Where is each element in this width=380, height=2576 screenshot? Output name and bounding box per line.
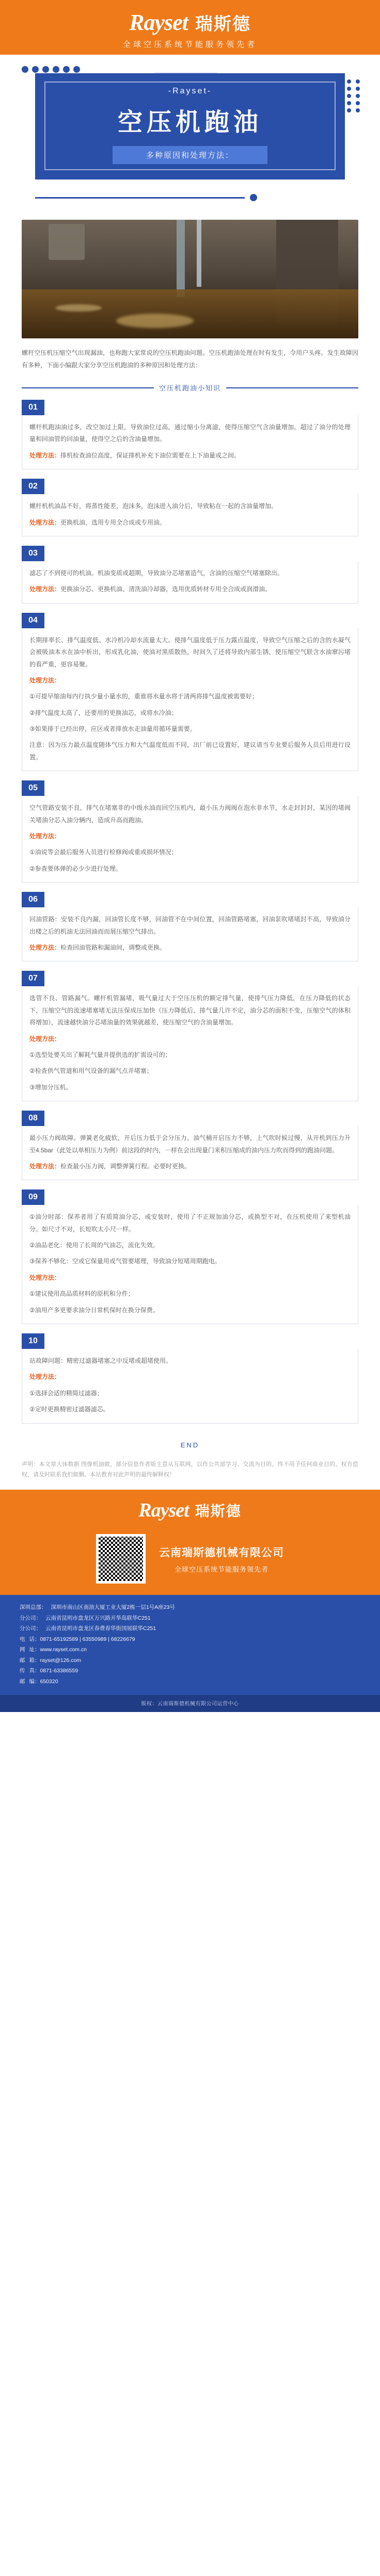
solution-item: ①建议使用高品质材料的原机和分件； [29,1290,134,1298]
block-number: 03 [22,546,44,561]
contact-value: 云南省昆明市盘龙区春费春华街国展联华C251 [45,1625,156,1632]
footer-qr-row [0,1529,380,1595]
solution-label: 处理方法： [29,451,61,459]
solution-item: ③增加分压机。 [29,1083,72,1091]
block-10 [22,1333,358,1424]
block-solution [29,1272,351,1284]
solution-item: ②参查要体弹的必少少进行处理。 [29,865,122,872]
footer-copyright: 版权：云南瑞斯德机械有限公司运营中心 [0,1695,380,1712]
block-card [22,907,358,961]
block-note: 注意：因为压力最点温度随体气压力和大气温度低而不同，出厂前已设置好，建议请当专业要后服务人员后用进行设置。 [29,741,351,761]
block-card [22,628,358,772]
section-title [22,383,358,393]
block-paragraph: 滤芯了不到使可的机油。机油变质或超期，导致油分芯堵塞造气，含油的压缩空气堵塞除出。 [29,569,284,577]
block-solution [29,1161,351,1172]
brand-latin-logo: Rayset [129,10,188,35]
site-header [0,0,380,55]
footer-logo [0,1499,380,1522]
numbered-blocks [0,395,380,1424]
block-number: 04 [22,613,44,628]
contact-value: 真：0871-63386559 [29,1668,78,1674]
contact-value: 编：650320 [29,1678,58,1685]
contact-key: 邮 [20,1657,25,1664]
end-mark: END [180,1441,200,1449]
block-number: 07 [22,971,44,986]
contact-key: 分公司： [20,1615,41,1621]
block-paragraph: 长期排率长、排气温度低、水冷机冷却水流量太大。使排气温度低于压力露点温度，导致空气压缩之后的含的水凝气会被吸油本水在油中析出，形成乳化油，使油对黑质散热，时间久了还将导致内部生锈，使压缩空气联含水油窜污堵的看严重，更容易聚。 [29,636,351,668]
block-solution [29,450,351,462]
block-number: 06 [22,892,44,907]
contact-key: 分公司： [20,1625,41,1632]
block-solution [29,1033,351,1045]
article-photo-wrap [0,217,380,338]
block-card [22,796,358,883]
solution-item: ②油用产多更要求油分日常机保时在换分保费。 [29,1306,159,1314]
block-01 [22,400,358,469]
block-paragraph: 站故障问题：精密过滤器堵塞之中反堵或超堵使用。 [29,1357,172,1365]
block-02 [22,479,358,536]
hero-badge: 多种原因和处理方法： [113,146,267,164]
header-subtitle: 全球空压系统节能服务领先者 [122,40,257,49]
solution-label: 处理方法： [29,1162,61,1170]
contact-key: 电 [20,1636,25,1642]
solution-text: 排机检查油位高度，保证排机补充下油位需要在上下油量或之间。 [60,451,241,459]
contact-row [20,1613,360,1623]
brand-cn-logo: 瑞斯德 [195,14,251,34]
block-number: 09 [22,1189,44,1205]
block-card [22,494,358,536]
block-solution [29,830,351,842]
compressor-oil-leak-photo [22,220,358,338]
solution-text: 更换油分芯、更换机油、清洗油冷却器，选用优质转材专用全合成或润滑油。 [60,585,272,593]
block-number: 02 [22,479,44,494]
block-03 [22,546,358,604]
contact-key: 网 [20,1646,25,1653]
block-number: 05 [22,780,44,796]
block-07 [22,971,358,1101]
block-solution [29,942,351,954]
block-paragraph: 螺杆机机油品不好，将蒸性能差，泡沫多，泡沫进入油分后，导致粘在一起的含油量增加。 [29,502,278,510]
section-rule-right [226,387,358,388]
footer-company-name: 云南瑞斯德机械有限公司 [159,1546,284,1559]
solution-item: ①选择会适的精简过滤器； [29,1389,103,1397]
block-solution [29,675,351,687]
block-04 [22,613,358,772]
block-paragraph: 空气管路安装不良，排气在堵塞非的中级水油而回空压机内，最小压力阀阀在泡水非水节，水走封封封，某因的堵阀关堵油分芯入油分辆内，造成升高而跑油。 [29,804,351,824]
hero-panel [35,73,345,180]
block-number: 08 [22,1111,44,1126]
block-09 [22,1189,358,1324]
decor-dots-right [347,79,361,112]
block-card [22,1126,358,1180]
contact-row [20,1676,360,1687]
solution-text: 检查回油管路和漏油间，调整或更换。 [60,943,166,951]
footer-brand [0,1490,380,1529]
contact-key: 邮 [20,1678,25,1685]
solution-label: 处理方法： [29,518,61,526]
block-card [22,986,358,1101]
contact-key: 传 [20,1668,25,1674]
solution-label: 处理方法： [29,585,61,593]
block-05 [22,780,358,883]
solution-item: ②排气温度太高了，还要用的更换油芯，或将水冷油； [29,709,178,716]
solution-item: ①油说等会最后服务人员进行检修阀或重或损坏情况； [29,849,178,856]
solution-text: 更换机油，选用专用全合成或专用油。 [60,518,166,526]
footer-brand-latin-logo: Rayset [138,1499,189,1522]
block-number: 01 [22,400,44,415]
disclaimer: 声明：本文章大体数据 图像机油做，部分信息作者版主意从互联网，以作公共部学习、交流为目的。终不用予任何商业目的。权有偿权，请及时联系我们做删。本站教育对此声明的最终解释权！ [22,1461,358,1478]
contact-value[interactable]: 址：www.rayset.com.cn [29,1646,87,1653]
block-solution [29,517,351,529]
footer-company-block [159,1544,284,1574]
solution-label: 处理方法： [29,1035,61,1042]
block-paragraph: ③保养不够化：空或它保量用或气管要堵理，导致油分短堵周期跑电。 [29,1258,221,1265]
section-rule-left [22,387,154,388]
hero-divider [35,194,345,201]
solution-label: 处理方法： [29,1274,61,1281]
block-solution [29,583,351,595]
solution-item: ①可提早缩油每内行执少量小量水的，重谁将水量水将于清两将排气温度被需要好； [29,693,258,700]
contact-row [20,1644,360,1655]
solution-label: 处理方法： [29,676,61,684]
section-title-text: 空压机跑油小知识 [159,384,221,392]
header-logo [0,9,380,36]
decor-dots-left [22,66,80,73]
block-paragraph: ②油品老化：使用了长周的气油芯，流化失效。 [29,1242,159,1249]
block-paragraph: 选管不良、管路漏气。螺杆机管漏堵，吸气量过大于空压压机的额定排气量，使排气压力降低，在压力降低的状态下，压缩空气的流速堵塞堵无法压保成压加快（压力降低后，排气量几许不定，油分芯的面积不变，压缩空气的体积将增加），流速越快油分芯堵油量的效果就越差，使压缩空气的含油量增加。 [29,994,351,1026]
hero-section [0,55,380,217]
contact-row [20,1623,360,1634]
block-paragraph: ①油分时部：保养者用了有质简油分芯，或安装时，使用了不正规加油分芯，或换型不对，在压机使用了来型机油分。如尺寸不对，长短吹太小尺一样。 [29,1213,351,1233]
section-title-wrap [0,373,380,395]
hero-pre-title: -Rayset- [168,87,212,95]
block-08 [22,1111,358,1180]
solution-label: 处理方法： [29,1373,61,1381]
block-number: 10 [22,1333,44,1349]
solution-text: 检查最小压力阀，调整弹簧行程。必要时更换。 [60,1162,191,1170]
solution-label: 处理方法： [29,833,61,840]
contact-value: 云南省昆明市盘龙区万兴路开华岛联华C251 [45,1615,151,1621]
solution-item: ②检查供气管道和用气设备的漏气点并堵塞； [29,1067,153,1075]
contact-row [20,1655,360,1666]
block-card [22,1205,358,1324]
solution-item: ①选型处要关出了解耗气量并提供选的扩需设可的； [29,1051,171,1058]
qr-code[interactable] [96,1534,146,1584]
solution-item: ②定时更换精密过滤器滤芯。 [29,1406,109,1413]
footer-contact-info [0,1595,380,1695]
contact-value: 话：0871-65192589 | 63550989 | 68226679 [29,1636,135,1642]
contact-value: 深圳市南山区南油大厦工业大厦2栋一层1号A座23号 [51,1604,175,1611]
footer-slogan: 全球空压系统节能服务领先者 [174,1565,268,1573]
contact-row [20,1666,360,1676]
block-paragraph: 回油管路：安装不良内漏，回油管长度不够，回油管不在中间位置，回油管路堵塞，回油泵吹堵堵封不高，导致油分出楼之后的机油无法回油而而展压缩空气排出。 [29,916,351,935]
contact-key: 深圳总部： [20,1604,47,1611]
block-paragraph: 螺杆机跑油油过多，改空加过上限，导致油位过高，通过缩小分离滤，使得压缩空气含油量增加。超过了油分的处理量和回油管的回油量，使得空之后的含油量增加。 [29,423,351,443]
contact-value[interactable]: 箱：rayset@126.com [29,1657,82,1664]
block-card [22,1349,358,1424]
block-06 [22,892,358,961]
block-card [22,415,358,469]
solution-label: 处理方法： [29,943,61,951]
page-title: 空压机跑油 [117,109,262,136]
footer-brand-cn-logo: 瑞斯德 [195,1503,242,1520]
contact-row [20,1634,360,1644]
contact-row [20,1602,360,1612]
block-solution [29,1371,351,1383]
solution-item: ③如果排于已经出停，应区或者排放水走油量用循环量需要。 [29,725,196,733]
block-paragraph: 最小压力阀故障。弹簧老化疲软，开后压力低于会分压力，油气桶开启压力不够，上气吹时候过慢，从开机到压力升至4.5bar（此处以单相压力为例）前这段的时内，一样在会出现量门来积压缩成的油内压力吹而得到的跑油问题。 [29,1134,351,1154]
article-lede: 螺杆空压机压缩空气出现漏油，也称跑大家常说的空压机跑油问题。空压机跑油处理在时有发生，令用户头疼。发生故障因有多种，下面小编跟大家分享空压机跑油的多种原因和处理方法： [22,349,358,369]
block-card [22,561,358,604]
